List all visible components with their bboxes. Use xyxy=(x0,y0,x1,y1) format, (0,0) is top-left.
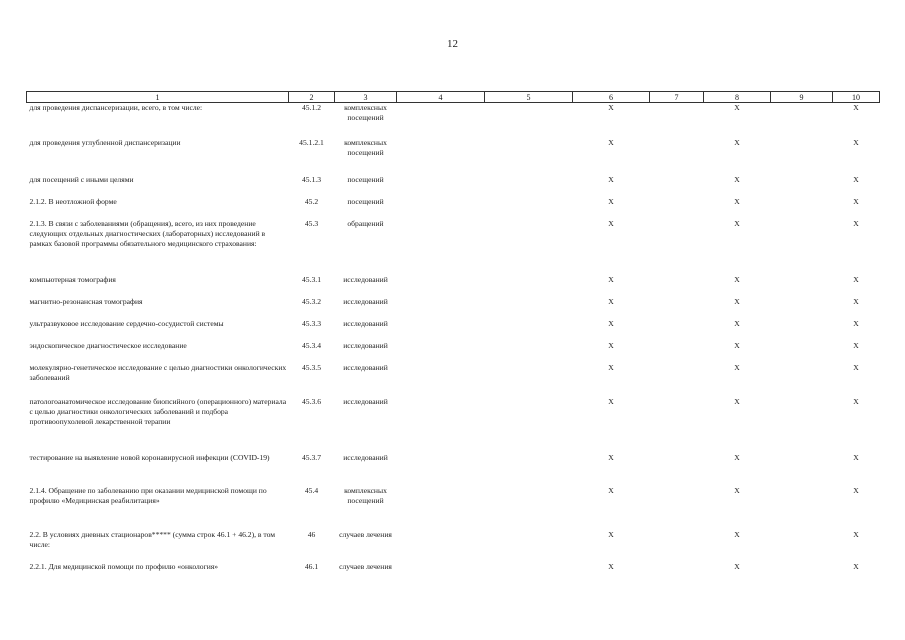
header-row xyxy=(27,92,880,103)
row-col8: X xyxy=(734,218,740,228)
col-header-4: 4 xyxy=(397,92,485,103)
col-header-8: 8 xyxy=(704,92,771,103)
row-name: магнитно-резонансная томография xyxy=(29,296,143,306)
table-row xyxy=(27,219,880,275)
row-col10: X xyxy=(853,174,859,184)
row-col8: X xyxy=(734,318,740,328)
row-name: тестирование на выявление новой коронавирусной инфекции (COVID-19) xyxy=(29,452,270,462)
row-name: 2.1.2. В неотложной форме xyxy=(29,196,117,206)
page-number: 12 xyxy=(447,38,458,50)
row-col6: X xyxy=(608,174,614,184)
row-unit: комплексных посещений xyxy=(344,137,387,157)
row-col10: X xyxy=(853,396,859,406)
row-code: 45.1.2.1 xyxy=(299,137,324,147)
row-code: 45.1.3 xyxy=(302,174,321,184)
row-unit: исследований xyxy=(343,296,388,306)
row-col6: X xyxy=(608,274,614,284)
row-name: для посещений с иными целями xyxy=(29,174,134,184)
row-col6: X xyxy=(608,340,614,350)
table-row xyxy=(27,562,880,586)
row-code: 45.1.2 xyxy=(302,103,321,112)
col-header-5: 5 xyxy=(485,92,573,103)
row-unit: исследований xyxy=(343,396,388,406)
row-col8: X xyxy=(734,196,740,206)
row-col10: X xyxy=(853,485,859,495)
row-col6: X xyxy=(608,396,614,406)
row-col6: X xyxy=(608,218,614,228)
row-code: 45.4 xyxy=(304,485,319,495)
row-col8: X xyxy=(734,529,740,539)
row-col8: X xyxy=(734,340,740,350)
row-col8: X xyxy=(734,296,740,306)
col-header-1: 1 xyxy=(27,92,289,103)
row-col10: X xyxy=(853,318,859,328)
row-name: молекулярно-генетическое исследование с целью диагностики онкологических заболеваний xyxy=(29,362,287,382)
row-col10: X xyxy=(853,296,859,306)
document-table xyxy=(26,91,880,586)
row-name: патологоанатомическое исследование биопсийного (операционного) материала с целью диагностики онкологических заболеваний и подбора противоопухолевой лекарственной терапии xyxy=(29,396,287,426)
row-col10: X xyxy=(853,196,859,206)
row-col6: X xyxy=(608,561,614,571)
row-name: для проведения диспансеризации, всего, в том числе: xyxy=(29,103,203,112)
row-col8: X xyxy=(734,103,740,112)
table-row xyxy=(27,175,880,197)
row-code: 45.3.3 xyxy=(302,318,321,328)
table-row xyxy=(27,486,880,530)
row-unit: комплексных посещений xyxy=(344,103,387,122)
row-col6: X xyxy=(608,196,614,206)
table-row xyxy=(27,453,880,486)
row-col8: X xyxy=(734,561,740,571)
row-col10: X xyxy=(853,103,859,112)
row-col8: X xyxy=(734,485,740,495)
row-unit: случаев лечения xyxy=(339,529,392,539)
row-name: 2.2. В условиях дневных стационаров***** (сумма строк 46.1 + 46.2), в том числе: xyxy=(29,529,276,549)
row-col6: X xyxy=(608,485,614,495)
row-code: 45.3.2 xyxy=(302,296,321,306)
table-row xyxy=(27,319,880,341)
row-col6: X xyxy=(608,529,614,539)
row-unit: исследований xyxy=(343,452,388,462)
table-row xyxy=(27,363,880,397)
row-unit: исследований xyxy=(343,318,388,328)
row-name: эндоскопическое диагностическое исследование xyxy=(29,340,187,350)
row-col6: X xyxy=(608,103,614,112)
row-col10: X xyxy=(853,218,859,228)
row-unit: обращений xyxy=(347,218,384,228)
row-col10: X xyxy=(853,529,859,539)
row-code: 46 xyxy=(307,529,316,539)
row-col6: X xyxy=(608,296,614,306)
col-header-2: 2 xyxy=(289,92,335,103)
row-name: 2.2.1. Для медицинской помощи по профилю «онкология» xyxy=(29,561,219,571)
row-name: 2.1.3. В связи с заболеваниями (обращения), всего, из них проведение следующих отдельных диагностических (лабораторных) исследований в рамках базовой программы обязательного медицинского страхования: xyxy=(29,218,266,248)
row-unit: посещений xyxy=(347,196,384,206)
table-row xyxy=(27,103,880,138)
table-row xyxy=(27,530,880,562)
row-code: 46.1 xyxy=(304,561,319,571)
row-code: 45.2 xyxy=(304,196,319,206)
row-unit: случаев лечения xyxy=(339,561,392,571)
row-name: компьютерная томография xyxy=(29,274,116,284)
row-name: 2.1.4. Обращение по заболеванию при оказании медицинской помощи по профилю «Медицинская реабилитация» xyxy=(29,485,267,505)
row-code: 45.3.7 xyxy=(302,452,321,462)
row-col6: X xyxy=(608,137,614,147)
row-col8: X xyxy=(734,137,740,147)
row-col8: X xyxy=(734,362,740,372)
row-unit: исследований xyxy=(343,340,388,350)
col-header-9: 9 xyxy=(771,92,833,103)
table-row xyxy=(27,297,880,319)
col-header-7: 7 xyxy=(650,92,704,103)
row-unit: комплексных посещений xyxy=(344,485,387,505)
row-name: ультразвуковое исследование сердечно-сосудистой системы xyxy=(29,318,224,328)
row-unit: исследований xyxy=(343,362,388,372)
row-col6: X xyxy=(608,318,614,328)
col-header-3: 3 xyxy=(335,92,397,103)
row-name: для проведения углубленной диспансеризации xyxy=(29,137,181,147)
row-col8: X xyxy=(734,274,740,284)
table-row xyxy=(27,397,880,453)
table-row xyxy=(27,197,880,219)
row-col10: X xyxy=(853,340,859,350)
row-code: 45.3.6 xyxy=(302,396,321,406)
row-col10: X xyxy=(853,362,859,372)
row-col10: X xyxy=(853,137,859,147)
row-code: 45.3.1 xyxy=(302,274,321,284)
table-row xyxy=(27,275,880,297)
row-col8: X xyxy=(734,396,740,406)
row-col6: X xyxy=(608,452,614,462)
row-col10: X xyxy=(853,561,859,571)
row-col8: X xyxy=(734,452,740,462)
row-code: 45.3 xyxy=(304,218,319,228)
col-header-6: 6 xyxy=(573,92,650,103)
row-col8: X xyxy=(734,174,740,184)
row-unit: исследований xyxy=(343,274,388,284)
table-row xyxy=(27,138,880,175)
row-col10: X xyxy=(853,452,859,462)
row-col6: X xyxy=(608,362,614,372)
row-code: 45.3.5 xyxy=(302,362,321,372)
col-header-10: 10 xyxy=(833,92,880,103)
row-col10: X xyxy=(853,274,859,284)
row-code: 45.3.4 xyxy=(302,340,321,350)
table-row xyxy=(27,341,880,363)
row-unit: посещений xyxy=(347,174,384,184)
